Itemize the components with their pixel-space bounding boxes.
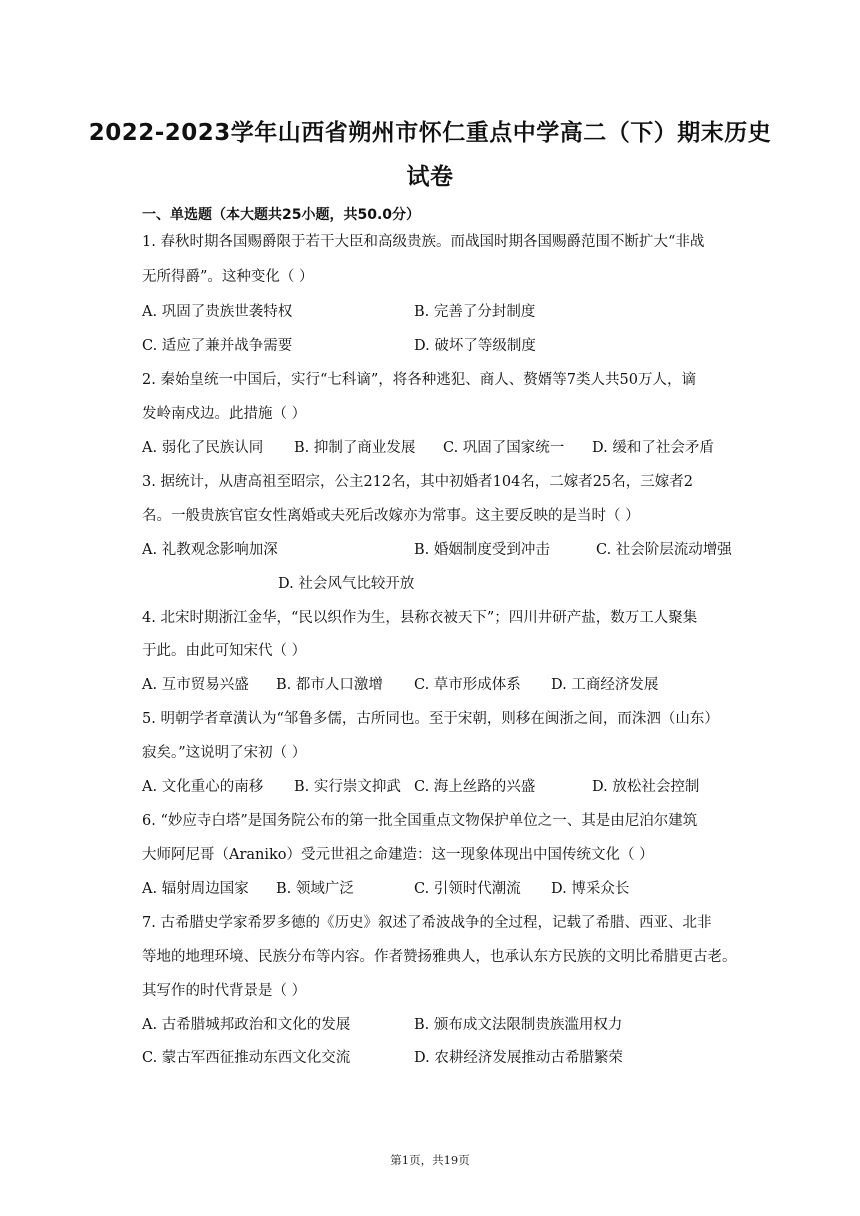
question-3-option-d: D. 社会风气比较开放 xyxy=(278,576,415,592)
question-6-stem-cont: 大师阿尼哥（Araniko）受元世祖之命建造：这一现象体现出中国传统文化（ ） xyxy=(142,847,654,863)
question-4-option-d: D. 工商经济发展 xyxy=(551,677,659,693)
question-6-stem: 6. “妙应寺白塔”是国务院公布的第一批全国重点文物保护单位之一、其是由尼泊尔建筑 xyxy=(142,813,698,829)
question-6-option-c: C. 引领时代潮流 xyxy=(414,881,521,897)
page-footer: 第1页，共19页 xyxy=(390,1153,470,1167)
question-2-option-c: C. 巩固了国家统一 xyxy=(443,440,565,456)
question-3-option-a: A. 礼教观念影响加深 xyxy=(142,542,278,558)
question-6-option-a: A. 辐射周边国家 xyxy=(142,881,249,897)
question-3-option-c: C. 社会阶层流动增强 xyxy=(596,542,732,558)
question-3-stem: 3. 据统计，从唐高祖至昭宗，公主212名，其中初婚者104名，二嫁者25名，三嫁者2 xyxy=(142,474,693,490)
question-5-option-b: B. 实行崇文抑武 xyxy=(294,779,401,795)
question-7-option-d: D. 农耕经济发展推动古希腊繁荣 xyxy=(414,1050,623,1066)
question-7-option-c: C. 蒙古军西征推动东西文化交流 xyxy=(142,1050,351,1066)
question-1-option-c: C. 适应了兼并战争需要 xyxy=(142,338,293,354)
question-5-option-a: A. 文化重心的南移 xyxy=(142,779,264,795)
question-2-stem-cont: 发岭南戍边。此措施（ ） xyxy=(142,406,307,422)
question-6-option-b: B. 领域广泛 xyxy=(276,881,354,897)
question-2-stem: 2. 秦始皇统一中国后，实行“七科谪”，将各种逃犯、商人、赘婿等7类人共50万人，谪 xyxy=(142,372,696,388)
question-5-option-c: C. 海上丝路的兴盛 xyxy=(414,779,536,795)
question-4-option-b: B. 都市人口激增 xyxy=(276,677,383,693)
section-heading: 一、单选题（本大题共25小题，共50.0分） xyxy=(142,207,421,223)
question-7-stem-cont-2: 其写作的时代背景是（ ） xyxy=(142,983,307,999)
question-7-option-b: B. 颁布成文法限制贵族滥用权力 xyxy=(414,1017,623,1033)
question-2-option-d: D. 缓和了社会矛盾 xyxy=(592,440,714,456)
question-1-option-d: D. 破坏了等级制度 xyxy=(414,338,536,354)
question-3-option-b: B. 婚姻制度受到冲击 xyxy=(414,542,550,558)
question-5-stem-cont: 寂矣。”这说明了宋初（ ） xyxy=(142,745,307,761)
question-1-stem-cont: 无所得爵”。这种变化（ ） xyxy=(142,269,314,285)
question-5-stem: 5. 明朝学者章潢认为“邹鲁多儒，古所同也。至于宋朝，则移在闽浙之间，而洙泗（山东） xyxy=(142,711,719,727)
question-3-stem-cont: 名。一般贵族官宦女性离婚或夫死后改嫁亦为常事。这主要反映的是当时（ ） xyxy=(142,508,640,524)
question-6-option-d: D. 博采众长 xyxy=(551,881,630,897)
question-4-stem: 4. 北宋时期浙江金华，“民以织作为生，县称衣被天下”；四川井研产盐，数万工人聚集 xyxy=(142,610,698,626)
question-4-option-c: C. 草市形成体系 xyxy=(414,677,521,693)
exam-title: 2022-2023学年山西省朔州市怀仁重点中学高二（下）期末历史 xyxy=(88,120,772,146)
question-7-stem-cont: 等地的地理环境、民族分布等内容。作者赞扬雅典人，也承认东方民族的文明比希腊更古老。 xyxy=(142,949,737,965)
exam-title-continued: 试卷 xyxy=(406,164,454,190)
question-4-option-a: A. 互市贸易兴盛 xyxy=(142,677,249,693)
question-1-stem: 1. 春秋时期各国赐爵限于若干大臣和高级贵族。而战国时期各国赐爵范围不断扩大“非战 xyxy=(142,234,705,250)
question-7-stem: 7. 古希腊史学家希罗多德的《历史》叙述了希波战争的全过程，记载了希腊、西亚、北非 xyxy=(142,915,712,931)
question-1-option-a: A. 巩固了贵族世袭特权 xyxy=(142,304,293,320)
question-7-option-a: A. 古希腊城邦政治和文化的发展 xyxy=(142,1017,351,1033)
question-1-option-b: B. 完善了分封制度 xyxy=(414,304,536,320)
question-4-stem-cont: 于此。由此可知宋代（ ） xyxy=(142,643,307,659)
question-2-option-b: B. 抑制了商业发展 xyxy=(294,440,416,456)
question-5-option-d: D. 放松社会控制 xyxy=(592,779,700,795)
question-2-option-a: A. 弱化了民族认同 xyxy=(142,440,264,456)
